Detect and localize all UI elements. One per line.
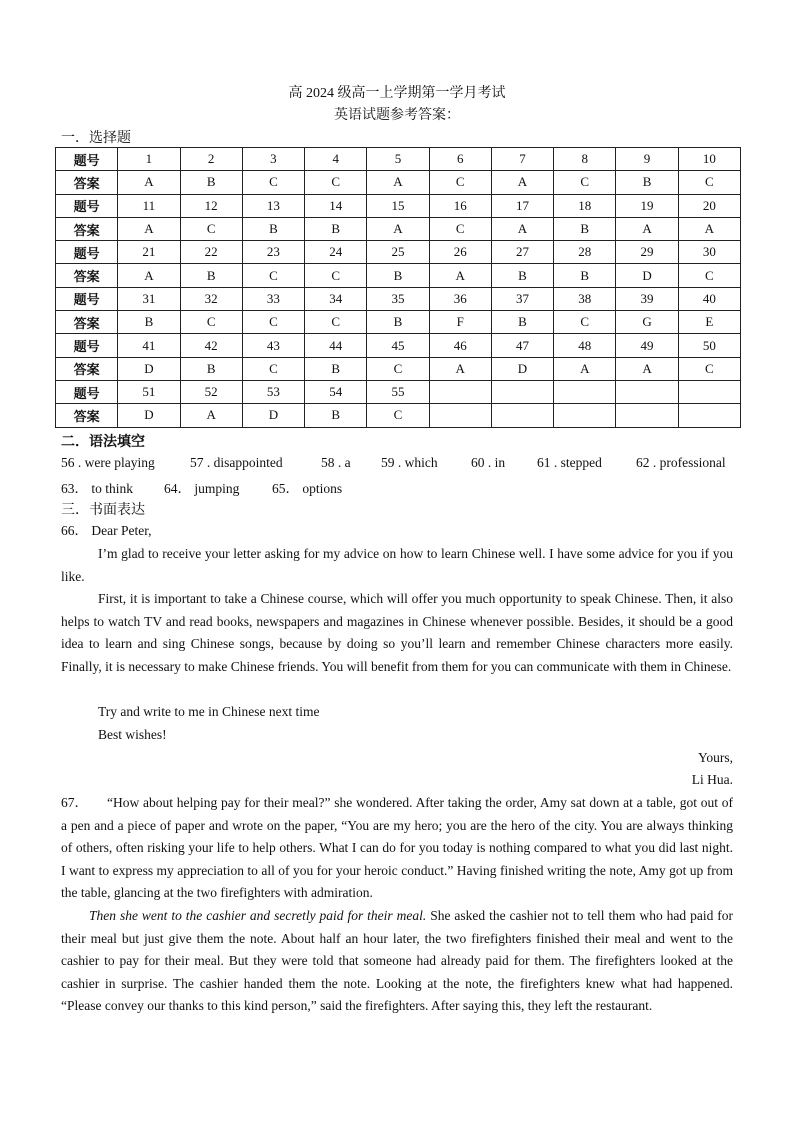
answer-cell: C	[678, 357, 740, 380]
essay-67-para	[61, 905, 733, 1018]
question-number-cell: 5	[367, 148, 429, 171]
question-number-cell: 53	[242, 380, 304, 403]
row-label: 题号	[56, 380, 118, 403]
answer-cell: E	[678, 311, 740, 334]
answer-cell: B	[367, 264, 429, 287]
grammar-item: 64． jumping	[164, 481, 240, 496]
question-row	[56, 148, 741, 171]
answer-cell: A	[678, 217, 740, 240]
answer-row	[56, 404, 741, 427]
answer-cell	[554, 404, 616, 427]
question-number-cell: 44	[305, 334, 367, 357]
answer-cell: C	[678, 264, 740, 287]
question-number-cell: 12	[180, 194, 242, 217]
answer-cell: D	[118, 357, 180, 380]
essay-67-text: “How about helping pay for their meal?” she wondered. After taking the order, Amy sat down at a table, got out of a pen and a piece of paper and wrote on the paper, “You are my hero; you are the hero of the city. You are always thinking of others, often risking your life to help others. What I can do for you today is nothing compared to what you did last night. I want to express my appreciation to all of you for your heroic conduct.” Having finished writing the note, Amy got up from the table, glancing at the two firefighters with admiration.	[61, 795, 733, 901]
question-number-cell: 10	[678, 148, 740, 171]
row-label: 答案	[56, 311, 118, 334]
question-number-cell: 43	[242, 334, 304, 357]
question-number-cell: 32	[180, 287, 242, 310]
exam-subtitle: 英语试题参考答案：	[334, 108, 460, 123]
answer-cell: C	[305, 171, 367, 194]
grammar-item: 57 . disappointed	[190, 455, 283, 470]
question-number-cell: 15	[367, 194, 429, 217]
exam-title: 高 2024 级高一上学期第一学月考试	[288, 86, 506, 101]
question-row	[56, 241, 741, 264]
question-number-cell: 21	[118, 241, 180, 264]
row-label: 答案	[56, 264, 118, 287]
answer-cell: C	[180, 311, 242, 334]
answer-cell: B	[367, 311, 429, 334]
question-row	[56, 334, 741, 357]
answer-cell: B	[118, 311, 180, 334]
row-label: 答案	[56, 357, 118, 380]
answer-cell: B	[616, 171, 678, 194]
answer-cell: A	[367, 217, 429, 240]
answer-cell: C	[367, 357, 429, 380]
answer-cell: C	[429, 171, 491, 194]
question-number-cell: 2	[180, 148, 242, 171]
question-number-cell: 29	[616, 241, 678, 264]
question-number-cell: 51	[118, 380, 180, 403]
question-number-cell: 50	[678, 334, 740, 357]
answer-cell: C	[242, 264, 304, 287]
section-2-heading: 二．语法填空	[61, 435, 145, 450]
question-number-cell: 1	[118, 148, 180, 171]
question-number-cell: 52	[180, 380, 242, 403]
answer-cell: C	[678, 171, 740, 194]
question-number-cell: 40	[678, 287, 740, 310]
answer-cell: D	[491, 357, 553, 380]
question-number-cell: 7	[491, 148, 553, 171]
grammar-item: 59 . which	[381, 455, 438, 470]
question-number-cell: 14	[305, 194, 367, 217]
question-number-cell: 9	[616, 148, 678, 171]
answer-cell: B	[491, 264, 553, 287]
question-number-cell: 23	[242, 241, 304, 264]
question-number-cell: 4	[305, 148, 367, 171]
answer-cell: C	[242, 311, 304, 334]
answer-row	[56, 311, 741, 334]
answer-cell: A	[367, 171, 429, 194]
answer-cell: A	[118, 171, 180, 194]
question-number-cell	[429, 380, 491, 403]
answer-cell: B	[180, 171, 242, 194]
question-number-cell: 36	[429, 287, 491, 310]
question-number-cell: 27	[491, 241, 553, 264]
question-number-cell: 25	[367, 241, 429, 264]
answer-cell: A	[491, 217, 553, 240]
row-label: 题号	[56, 241, 118, 264]
row-label: 题号	[56, 194, 118, 217]
answer-cell	[429, 404, 491, 427]
row-label: 题号	[56, 148, 118, 171]
question-number-cell: 17	[491, 194, 553, 217]
question-number-cell: 20	[678, 194, 740, 217]
answer-cell: B	[305, 217, 367, 240]
answer-cell: B	[180, 264, 242, 287]
answer-cell: A	[180, 404, 242, 427]
answer-cell: F	[429, 311, 491, 334]
answer-row	[56, 357, 741, 380]
essay-66-greeting: 66． Dear Peter,	[61, 523, 152, 538]
answer-cell: B	[242, 217, 304, 240]
question-row	[56, 380, 741, 403]
grammar-item: 62 . professional	[636, 455, 726, 470]
essay-66-para: Try and write to me in Chinese next time	[98, 704, 320, 719]
answer-cell	[616, 404, 678, 427]
question-number-cell: 16	[429, 194, 491, 217]
answer-cell	[678, 404, 740, 427]
question-number-cell	[678, 380, 740, 403]
essay-66-closing: Yours,	[697, 750, 733, 765]
answer-cell: G	[616, 311, 678, 334]
question-number-cell: 18	[554, 194, 616, 217]
question-number-cell: 49	[616, 334, 678, 357]
question-number-cell: 37	[491, 287, 553, 310]
question-number: 67．	[61, 795, 88, 810]
essay-66-para: Best wishes!	[98, 727, 167, 742]
answer-cell: D	[118, 404, 180, 427]
answer-cell: A	[491, 171, 553, 194]
answer-cell: A	[429, 357, 491, 380]
grammar-item: 65． options	[272, 481, 343, 496]
answer-cell: B	[305, 404, 367, 427]
question-number-cell: 3	[242, 148, 304, 171]
question-number-cell: 19	[616, 194, 678, 217]
question-number-cell: 41	[118, 334, 180, 357]
question-number-cell: 31	[118, 287, 180, 310]
answer-cell: A	[118, 264, 180, 287]
essay-66-para: I’m glad to receive your letter asking for my advice on how to learn Chinese well. I have some advice for you if you like.	[61, 546, 733, 584]
answer-cell: B	[305, 357, 367, 380]
answer-cell: C	[367, 404, 429, 427]
row-label: 答案	[56, 404, 118, 427]
grammar-item: 58 . a	[321, 455, 351, 470]
section-3-heading: 三．书面表达	[61, 503, 145, 518]
answer-cell: C	[554, 311, 616, 334]
answer-cell: C	[305, 264, 367, 287]
question-number-cell: 28	[554, 241, 616, 264]
answer-cell: B	[554, 217, 616, 240]
answer-cell: C	[305, 311, 367, 334]
answer-cell: C	[429, 217, 491, 240]
question-number-cell: 34	[305, 287, 367, 310]
question-number-cell: 38	[554, 287, 616, 310]
row-label: 题号	[56, 287, 118, 310]
essay-66-para: First, it is important to take a Chinese course, which will offer you much opportunity to speak Chinese. Then, it also helps to watch TV and read books, newspapers and magazines in Chinese whenever possible. Besides, it should be a good idea to learn and sing Chinese songs, because by doing so you’ll learn and remember Chinese characters more easily. Finally, it is necessary to make Chinese friends. You will benefit from them for you can communicate with them in Chinese.	[61, 591, 733, 674]
grammar-item: 60 . in	[471, 455, 506, 470]
question-number-cell: 24	[305, 241, 367, 264]
question-number-cell: 26	[429, 241, 491, 264]
question-number-cell: 35	[367, 287, 429, 310]
answer-cell: C	[180, 217, 242, 240]
grammar-item: 56 . were playing	[61, 455, 155, 470]
question-number-cell: 47	[491, 334, 553, 357]
answer-cell: A	[118, 217, 180, 240]
question-number-cell: 48	[554, 334, 616, 357]
question-number-cell	[616, 380, 678, 403]
essay-67-para	[61, 792, 733, 905]
answer-cell: A	[616, 357, 678, 380]
answer-cell: B	[491, 311, 553, 334]
row-label: 答案	[56, 171, 118, 194]
answer-row	[56, 264, 741, 287]
question-number-cell: 54	[305, 380, 367, 403]
answer-cell: C	[554, 171, 616, 194]
answer-cell: A	[616, 217, 678, 240]
question-number-cell: 45	[367, 334, 429, 357]
essay-67-text: She asked the cashier not to tell them who had paid for their meal but just give them the note. About half an hour later, the two firefighters finished their meal and went to the cashier to pay for their meal. But they were told that someone had already paid for them. The firefighters looked at the cashier in surprise. The cashier handed them the note. Looking at the note, the firefighters knew what had happened. “Please convey our thanks to this kind person,” said the firefighters. After saying this, they left the restaurant.	[61, 908, 734, 1014]
answer-row	[56, 171, 741, 194]
answer-cell: B	[180, 357, 242, 380]
question-number-cell: 22	[180, 241, 242, 264]
answer-row	[56, 217, 741, 240]
answer-table	[55, 147, 741, 428]
section-1-heading: 一．选择题	[61, 131, 131, 146]
question-number-cell: 33	[242, 287, 304, 310]
given-sentence: Then she went to the cashier and secretly paid for their meal.	[89, 908, 427, 923]
grammar-item: 63． to think	[61, 481, 134, 496]
row-label: 题号	[56, 334, 118, 357]
question-number-cell: 8	[554, 148, 616, 171]
question-number-cell	[491, 380, 553, 403]
answer-cell: B	[554, 264, 616, 287]
question-row	[56, 194, 741, 217]
answer-cell: A	[554, 357, 616, 380]
question-number-cell: 13	[242, 194, 304, 217]
question-number-cell: 30	[678, 241, 740, 264]
answer-cell: C	[242, 171, 304, 194]
answer-cell: D	[616, 264, 678, 287]
question-number-cell: 39	[616, 287, 678, 310]
question-number-cell: 46	[429, 334, 491, 357]
row-label: 答案	[56, 217, 118, 240]
question-number-cell: 42	[180, 334, 242, 357]
question-number-cell: 55	[367, 380, 429, 403]
answer-cell: C	[242, 357, 304, 380]
question-number-cell: 11	[118, 194, 180, 217]
question-number-cell: 6	[429, 148, 491, 171]
essay-66-signature: Li Hua.	[691, 772, 733, 787]
answer-cell: A	[429, 264, 491, 287]
question-row	[56, 287, 741, 310]
answer-cell: D	[242, 404, 304, 427]
grammar-item: 61 . stepped	[537, 455, 602, 470]
question-number-cell	[554, 380, 616, 403]
answer-cell	[491, 404, 553, 427]
